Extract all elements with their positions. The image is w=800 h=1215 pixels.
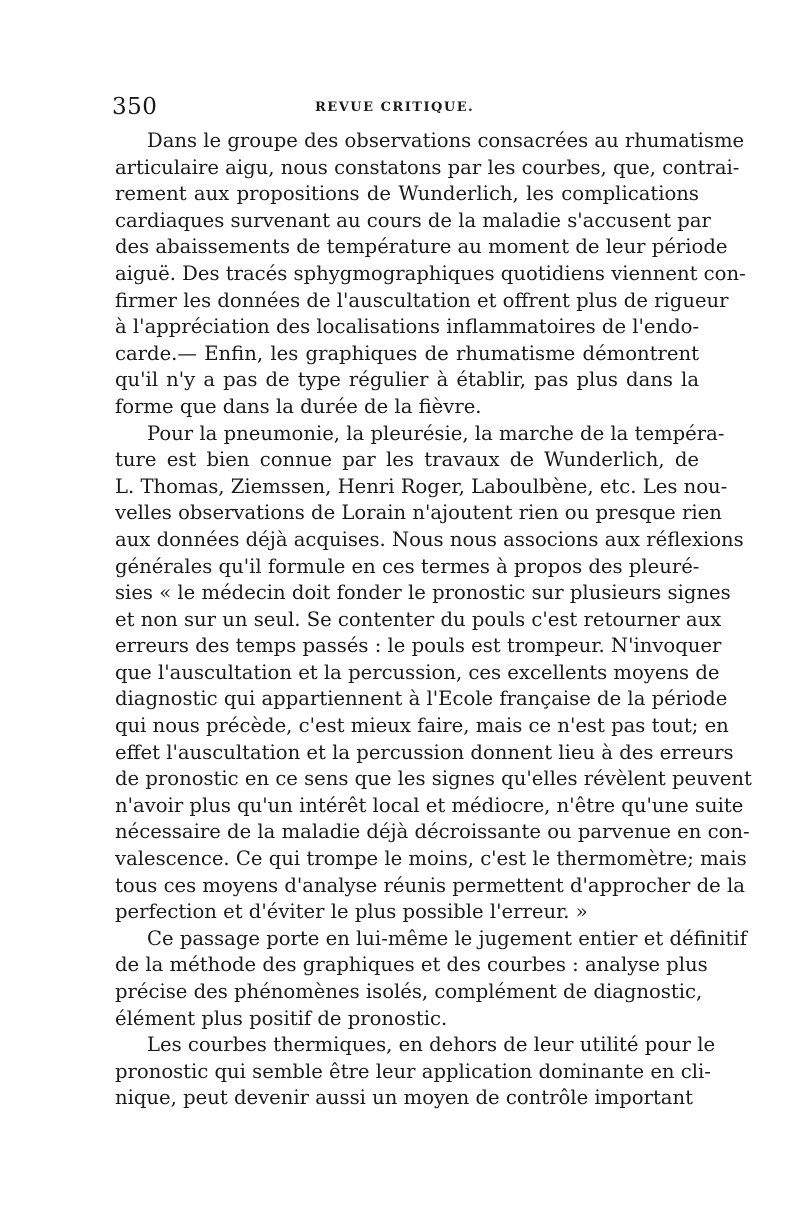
text-line: Pour la pneumonie, la pleurésie, la marche de la tempéra- xyxy=(147,421,725,445)
text-line: élément plus positif de pronostic. xyxy=(115,1006,448,1030)
text-line: pronostic qui semble être leur application dominante en cli- xyxy=(115,1059,711,1083)
running-title: REVUE CRITIQUE. xyxy=(315,100,475,115)
page-number: 350 xyxy=(112,94,158,120)
text-line: firmer les données de l'auscultation et offrent plus de rigueur xyxy=(115,288,729,312)
text-line: rement aux propositions de Wunderlich, les complications xyxy=(115,182,699,206)
text-line: sies « le médecin doit fonder le pronostic sur plusieurs signes xyxy=(115,581,731,605)
text-line: aux données déjà acquises. Nous nous associons aux réflexions xyxy=(115,527,744,551)
text-line: des abaissements de température au moment de leur période xyxy=(115,235,728,259)
text-line: nécessaire de la maladie déjà décroissante ou parvenue en con- xyxy=(115,820,750,844)
text-line: erreurs des temps passés : le pouls est trompeur. N'invoquer xyxy=(115,634,722,658)
paragraph xyxy=(115,926,747,1032)
text-line: que l'auscultation et la percussion, ces excellents moyens de xyxy=(115,660,720,684)
paragraph xyxy=(115,421,752,926)
text-line: carde.— Enfin, les graphiques de rhumatisme démontrent xyxy=(115,341,699,365)
text-line: à l'appréciation des localisations inflammatoires de l'endo- xyxy=(115,315,700,339)
text-line: Ce passage porte en lui-même le jugement entier et définitif xyxy=(147,926,747,950)
text-line: valescence. Ce qui trompe le moins, c'est le thermomètre; mais xyxy=(115,847,747,871)
text-line: ture est bien connue par les travaux de Wunderlich, de xyxy=(115,448,699,472)
text-line: nique, peut devenir aussi un moyen de contrôle important xyxy=(115,1086,693,1110)
text-line: diagnostic qui appartiennent à l'Ecole française de la période xyxy=(115,687,728,711)
text-line: qui nous précède, c'est mieux faire, mais ce n'est pas tout; en xyxy=(115,714,729,738)
body-text xyxy=(115,128,752,1112)
paragraph xyxy=(115,1032,716,1112)
text-line: n'avoir plus qu'un intérêt local et médiocre, n'être qu'une suite xyxy=(115,793,744,817)
text-line: de pronostic en ce sens que les signes qu'elles révèlent peuvent xyxy=(115,767,752,791)
text-line: de la méthode des graphiques et des courbes : analyse plus xyxy=(115,953,708,977)
text-line: générales qu'il formule en ces termes à propos des pleuré- xyxy=(115,554,700,578)
text-line: L. Thomas, Ziemssen, Henri Roger, Laboulbène, etc. Les nou- xyxy=(115,474,728,498)
text-line: perfection et d'éviter le plus possible l'erreur. » xyxy=(115,900,588,924)
text-line: forme que dans la durée de la fièvre. xyxy=(115,394,482,418)
text-line: Dans le groupe des observations consacrées au rhumatisme xyxy=(147,129,745,152)
paragraph xyxy=(115,128,746,421)
text-line: précise des phénomènes isolés, complément de diagnostic, xyxy=(115,980,703,1003)
text-line: articulaire aigu, nous constatons par les courbes, que, contrai- xyxy=(115,155,740,179)
page-header xyxy=(112,94,694,124)
text-line: qu'il n'y a pas de type régulier à établir, pas plus dans la xyxy=(115,368,699,392)
text-line: Les courbes thermiques, en dehors de leur utilité pour le xyxy=(147,1033,716,1057)
text-line: aiguë. Des tracés sphygmographiques quotidiens viennent con- xyxy=(115,261,746,285)
text-line: velles observations de Lorain n'ajoutent rien ou presque rien xyxy=(115,501,722,525)
text-line: tous ces moyens d'analyse réunis permettent d'approcher de la xyxy=(115,873,745,897)
text-line: cardiaques survenant au cours de la maladie s'accusent par xyxy=(115,208,711,232)
text-line: et non sur un seul. Se contenter du pouls c'est retourner aux xyxy=(115,607,722,631)
text-line: effet l'auscultation et la percussion donnent lieu à des erreurs xyxy=(115,740,734,764)
